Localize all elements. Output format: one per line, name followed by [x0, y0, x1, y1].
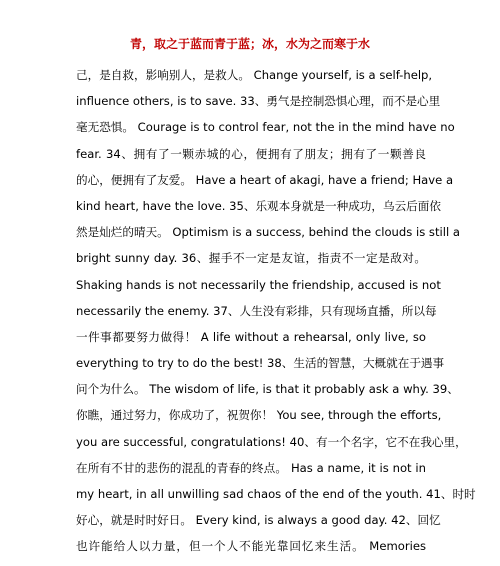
text-line: Shaking hands is not necessarily the friendship, accused is not [76, 277, 441, 292]
text-line: my heart, in all unwilling sad chaos of the end of the youth. 41、时时 [76, 487, 476, 501]
text-line: 问个为什么。 The wisdom of life, is that it probably ask a why. 39、 [76, 382, 459, 397]
text-line: everything to try to do the best! 38、生活的智慧，大概就在于遇事 [76, 356, 445, 371]
text-line: bright sunny day. 36、握手不一定是友谊，指责不一定是敌对。 [76, 251, 426, 266]
text-line: you are successful, congratulations! 40、有一个名字，它不在我心里， [76, 434, 467, 449]
text-line: 一件事都要努力做得！ A life without a rehearsal, only live, so [76, 329, 426, 344]
text-line: 好心，就是时时好日。 Every kind, is always a good day. 42、回忆 [76, 513, 441, 528]
text-line: necessarily the enemy. 37、人生没有彩排，只有现场直播，所以每 [76, 303, 437, 318]
text-line: 然是灿烂的晴天。 Optimism is a success, behind the clouds is still a [76, 225, 460, 240]
text-line: 己，是自救，影响别人，是救人。 Change yourself, is a self-help, [76, 68, 433, 82]
text-line: fear. 34、拥有了一颗赤城的心，便拥有了朋友；拥有了一颗善良 [76, 146, 426, 161]
text-line: 的心，便拥有了友爱。 Have a heart of akagi, have a friend; Have a [76, 172, 454, 187]
page-header-title: 青，取之于蓝而青于蓝；冰，水为之而寒于水 [129, 37, 370, 51]
text-line: 毫无恐惧。 Courage is to control fear, not the in the mind have no [76, 120, 455, 135]
text-line: influence others, is to save. 33、勇气是控制恐惧心理，而不是心里 [76, 94, 441, 109]
text-line: 在所有不甘的悲伤的混乱的青春的终点。 Has a name, it is not in [76, 460, 426, 475]
body-text [76, 62, 476, 560]
text-line: 也许能给人以力量，但一个人不能光靠回忆来生活。 Memories [76, 539, 426, 554]
text-line: 你瞧，通过努力，你成功了，祝贺你！ You see, through the efforts, [76, 408, 442, 423]
text-line: kind heart, have the love. 35、乐观本身就是一种成功，乌云后面依 [76, 198, 441, 213]
